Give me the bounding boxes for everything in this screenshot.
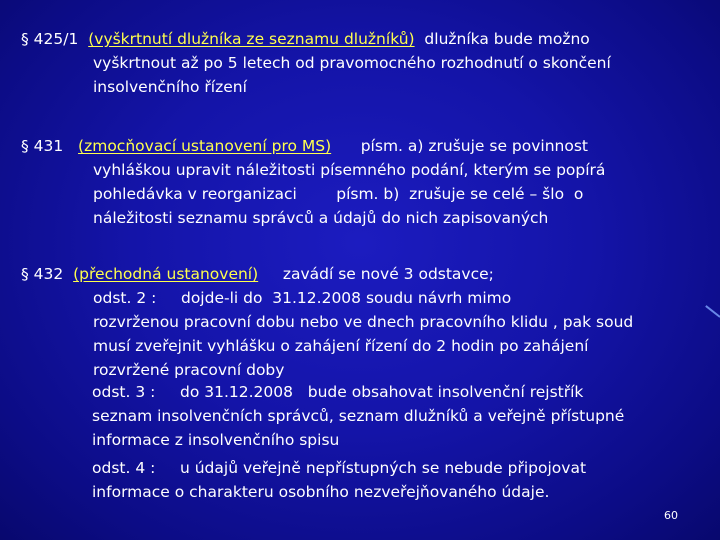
paragraph-text: odst. 2 : dojde-li do 31.12.2008 soudu návrh mimo xyxy=(93,289,512,307)
section-reference: (přechodná ustanovení) xyxy=(73,265,259,283)
section-reference: (zmocňovací ustanovení pro MS) xyxy=(78,137,332,155)
paragraph-text: insolvenčního řízení xyxy=(93,78,247,96)
paragraph-text: seznam insolvenčních správců, seznam dlužníků a veřejně přístupné xyxy=(92,407,625,425)
paragraph-odst-3 xyxy=(92,380,692,452)
paragraph-text: odst. 4 : u údajů veřejně nepřístupných se nebude připojovat xyxy=(92,459,587,477)
paragraph-432-line-1 xyxy=(21,262,701,286)
paragraph-text: písm. a) zrušuje se povinnost xyxy=(360,137,588,155)
section-number: § 432 xyxy=(21,265,64,283)
paragraph-text: vyškrtnout až po 5 letech od pravomocného rozhodnutí o skončení xyxy=(93,54,611,72)
paragraph-text: rozvržené pracovní doby xyxy=(93,361,285,379)
page-number: 60 xyxy=(664,509,678,522)
paragraph-text: musí zveřejnit vyhlášku o zahájení řízení do 2 hodin po zahájení xyxy=(93,337,589,355)
paragraph-431 xyxy=(21,134,701,230)
paragraph-text: odst. 3 : do 31.12.2008 bude obsahovat insolvenční rejstřík xyxy=(92,383,584,401)
paragraph-text: náležitosti seznamu správců a údajů do nich zapisovaných xyxy=(93,209,549,227)
paragraph-text: vyhláškou upravit náležitosti písemného podání, kterým se popírá xyxy=(93,161,606,179)
paragraph-text: rozvrženou pracovní dobu nebo ve dnech pracovního klidu , pak soud xyxy=(93,313,634,331)
paragraph-text: zavádí se nové 3 odstavce; xyxy=(282,265,494,283)
paragraph-odst-4 xyxy=(92,456,692,504)
paragraph-text: dlužníka bude možno xyxy=(424,30,590,48)
paragraph-432 xyxy=(21,262,701,382)
paragraph-text: informace z insolvenčního spisu xyxy=(92,431,340,449)
decorative-line xyxy=(705,305,720,318)
paragraph-425-line-1 xyxy=(21,27,701,51)
paragraph-text: informace o charakteru osobního nezveřejňovaného údaje. xyxy=(92,483,550,501)
paragraph-431-line-1 xyxy=(21,134,701,158)
section-number: § 431 xyxy=(21,137,64,155)
paragraph-425 xyxy=(21,27,701,99)
section-reference: (vyškrtnutí dlužníka ze seznamu dlužníků) xyxy=(88,30,415,48)
section-number: § 425/1 xyxy=(21,30,79,48)
paragraph-text: pohledávka v reorganizaci písm. b) zrušuje se celé – šlo o xyxy=(93,185,584,203)
